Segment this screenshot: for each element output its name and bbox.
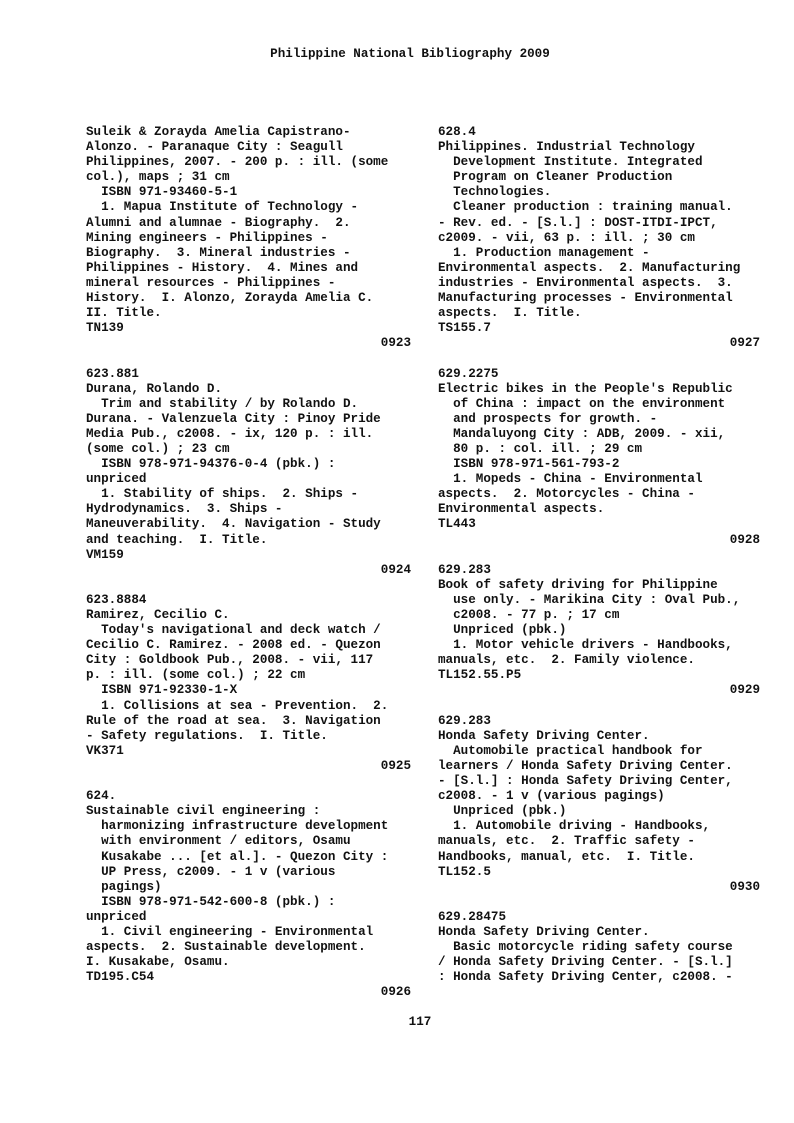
entry-line: TL443 — [438, 517, 476, 532]
entry-line: Honda Safety Driving Center. — [438, 924, 650, 939]
entry-line: Alonzo. - Paranaque City : Seagull — [86, 140, 343, 155]
entry-line: II. Title. — [86, 306, 162, 321]
entry-line: and prospects for growth. - — [438, 411, 658, 426]
entry-number: 0926 — [380, 985, 411, 1000]
entry-line: City : Goldbook Pub., 2008. - vii, 117 — [86, 653, 374, 668]
entry-line: Philippines. Industrial Technology — [438, 140, 695, 155]
entry-spacer — [438, 548, 760, 563]
entry-line: Ramirez, Cecilio C. — [86, 608, 230, 622]
entry-line: Kusakabe ... [et al.]. - Quezon City : — [86, 849, 389, 864]
entry-line: aspects. 2. Motorcycles - China - — [438, 487, 695, 502]
entry-line: 1. Motor vehicle drivers - Handbooks, — [438, 638, 733, 653]
entry-spacer — [86, 351, 411, 366]
entry-line: Trim and stability / by Rolando D. — [86, 396, 359, 411]
entry-line: ISBN 971-93460-5-1 — [86, 185, 238, 200]
entry-line: Maneuverability. 4. Navigation - Study — [86, 517, 381, 532]
entry-line: p. : ill. (some col.) ; 22 cm — [86, 668, 306, 683]
entry-line: Suleik & Zorayda Amelia Capistrano- — [86, 125, 351, 139]
entry-line: 629.283 — [438, 562, 491, 577]
entry-line: unpriced — [86, 472, 147, 487]
entry-line: 1. Mopeds - China - Environmental — [438, 472, 703, 487]
entry-line: Unpriced (pbk.) — [438, 623, 567, 638]
entry-line: 629.283 — [438, 713, 491, 728]
entry-number: 0929 — [729, 683, 760, 698]
entry-line: aspects. 2. Sustainable development. — [86, 940, 366, 955]
entry-line: pagings) — [86, 879, 162, 894]
bibliography-entry — [86, 367, 411, 593]
entry-line: 80 p. : col. ill. ; 29 cm — [438, 441, 643, 456]
entry-spacer — [86, 1000, 411, 1015]
entry-line: and teaching. I. Title. — [86, 532, 268, 547]
bibliography-entry — [86, 789, 411, 1015]
entry-spacer — [438, 351, 760, 366]
entry-line: 1. Production management - — [438, 245, 650, 260]
entry-line: 629.2275 — [438, 366, 499, 381]
entry-line: Handbooks, manual, etc. I. Title. — [438, 849, 695, 864]
entry-number: 0923 — [380, 336, 411, 351]
entry-line: col.), maps ; 31 cm — [86, 170, 230, 185]
bibliography-entry — [86, 125, 411, 367]
entry-line: Cleaner production : training manual. — [438, 200, 733, 215]
entry-line: Development Institute. Integrated — [438, 155, 703, 170]
entry-line: 628.4 — [438, 125, 476, 139]
entry-line: - Rev. ed. - [S.l.] : DOST-ITDI-IPCT, — [438, 215, 718, 230]
entry-line: Mining engineers - Philippines - — [86, 230, 328, 245]
entry-line: manuals, etc. 2. Traffic safety - — [438, 834, 695, 849]
entry-line: manuals, etc. 2. Family violence. — [438, 653, 695, 668]
bibliography-entry — [438, 714, 760, 910]
entry-spacer — [438, 699, 760, 714]
entry-line: harmonizing infrastructure development — [86, 819, 389, 834]
entry-spacer — [86, 578, 411, 593]
entry-line: 624. — [86, 789, 117, 804]
entry-line: TD195.C54 — [86, 970, 155, 985]
entry-line: aspects. I. Title. — [438, 306, 582, 321]
right-column — [438, 125, 760, 985]
entry-line: Environmental aspects. 2. Manufacturing — [438, 260, 741, 275]
entry-spacer — [86, 774, 411, 789]
entry-line: ISBN 978-971-542-600-8 (pbk.) : — [86, 894, 336, 909]
entry-line: Philippines - History. 4. Mines and — [86, 260, 359, 275]
entry-line: Mandaluyong City : ADB, 2009. - xii, — [438, 426, 726, 441]
left-column — [86, 125, 411, 1016]
entry-line: Durana, Rolando D. — [86, 381, 223, 396]
entry-line: ISBN 978-971-561-793-2 — [438, 457, 620, 472]
entry-line: TL152.5 — [438, 864, 491, 879]
bibliography-entry — [438, 125, 760, 367]
running-header: Philippine National Bibliography 2009 — [270, 47, 550, 61]
entry-line: VK371 — [86, 743, 124, 758]
entry-line: Environmental aspects. — [438, 502, 605, 517]
entry-line: Cecilio C. Ramirez. - 2008 ed. - Quezon — [86, 638, 381, 653]
entry-line: / Honda Safety Driving Center. - [S.l.] — [438, 955, 733, 970]
entry-line: Basic motorcycle riding safety course — [438, 940, 733, 955]
entry-line: TS155.7 — [438, 321, 491, 336]
entry-line: 623.881 — [86, 366, 139, 381]
entry-line: Sustainable civil engineering : — [86, 804, 321, 819]
entry-number: 0930 — [729, 879, 760, 894]
entry-line: Electric bikes in the People's Republic — [438, 381, 733, 396]
entry-line: : Honda Safety Driving Center, c2008. - — [438, 970, 733, 985]
entry-line: 1. Stability of ships. 2. Ships - — [86, 487, 359, 502]
bibliography-entry — [438, 367, 760, 563]
entry-line: Honda Safety Driving Center. — [438, 728, 650, 743]
entry-line: (some col.) ; 23 cm — [86, 441, 230, 456]
entry-line: c2008. - 1 v (various pagings) — [438, 789, 665, 804]
entry-line: 1. Mapua Institute of Technology - — [86, 200, 359, 215]
entry-line: 1. Collisions at sea - Prevention. 2. — [86, 698, 389, 713]
entry-line: Media Pub., c2008. - ix, 120 p. : ill. — [86, 426, 374, 441]
entry-line: Today's navigational and deck watch / — [86, 623, 381, 638]
entry-line: unpriced — [86, 909, 147, 924]
entry-line: Durana. - Valenzuela City : Pinoy Pride — [86, 411, 381, 426]
entry-line: mineral resources - Philippines - — [86, 275, 336, 290]
entry-line: Alumni and alumnae - Biography. 2. — [86, 215, 351, 230]
entry-line: I. Kusakabe, Osamu. — [86, 955, 230, 970]
entry-line: History. I. Alonzo, Zorayda Amelia C. — [86, 291, 374, 306]
entry-line: learners / Honda Safety Driving Center. — [438, 758, 733, 773]
entry-line: of China : impact on the environment — [438, 396, 726, 411]
entry-line: Unpriced (pbk.) — [438, 804, 567, 819]
entry-line: Rule of the road at sea. 3. Navigation — [86, 713, 381, 728]
entry-line: Automobile practical handbook for — [438, 743, 703, 758]
entry-line: TN139 — [86, 321, 124, 336]
entry-line: Technologies. — [438, 185, 552, 200]
entry-line: c2009. - vii, 63 p. : ill. ; 30 cm — [438, 230, 695, 245]
bibliography-entry — [438, 910, 760, 985]
entry-line: - [S.l.] : Honda Safety Driving Center, — [438, 774, 733, 789]
entry-line: TL152.55.P5 — [438, 668, 522, 683]
entry-number: 0927 — [729, 336, 760, 351]
entry-number: 0928 — [729, 532, 760, 547]
entry-line: UP Press, c2009. - 1 v (various — [86, 864, 336, 879]
entry-spacer — [438, 895, 760, 910]
entry-line: Program on Cleaner Production — [438, 170, 673, 185]
page-number: 117 — [408, 1015, 432, 1029]
entry-number: 0924 — [380, 562, 411, 577]
entry-line: 629.28475 — [438, 909, 507, 924]
bibliography-entry — [86, 593, 411, 789]
entry-line: VM159 — [86, 547, 124, 562]
entry-line: Book of safety driving for Philippine — [438, 577, 718, 592]
entry-line: use only. - Marikina City : Oval Pub., — [438, 592, 741, 607]
entry-line: 623.8884 — [86, 592, 147, 607]
entry-line: Biography. 3. Mineral industries - — [86, 245, 351, 260]
entry-line: industries - Environmental aspects. 3. — [438, 275, 733, 290]
entry-line: - Safety regulations. I. Title. — [86, 728, 328, 743]
entry-line: Philippines, 2007. - 200 p. : ill. (some — [86, 155, 389, 170]
entry-line: ISBN 971-92330-1-X — [86, 683, 238, 698]
bibliography-entry — [438, 563, 760, 714]
entry-line: Manufacturing processes - Environmental — [438, 291, 733, 306]
entry-number: 0925 — [380, 758, 411, 773]
entry-line: 1. Civil engineering - Environmental — [86, 924, 374, 939]
entry-line: with environment / editors, Osamu — [86, 834, 351, 849]
entry-line: 1. Automobile driving - Handbooks, — [438, 819, 711, 834]
entry-line: c2008. - 77 p. ; 17 cm — [438, 608, 620, 622]
entry-line: ISBN 978-971-94376-0-4 (pbk.) : — [86, 457, 336, 472]
entry-line: Hydrodynamics. 3. Ships - — [86, 502, 283, 517]
